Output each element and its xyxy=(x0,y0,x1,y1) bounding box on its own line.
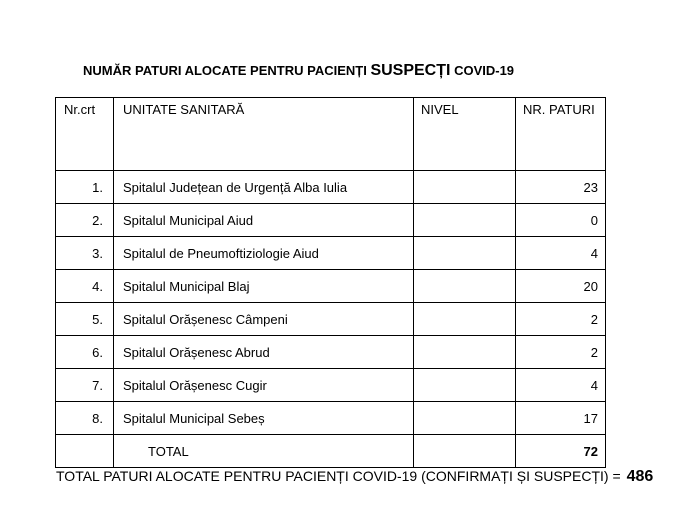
title-suffix: COVID-19 xyxy=(450,63,515,78)
title-emphasis: SUSPECȚI xyxy=(370,62,451,79)
total-label: TOTAL xyxy=(114,435,414,468)
cell-beds: 4 xyxy=(516,237,606,270)
cell-nr: 5. xyxy=(56,303,114,336)
cell-level xyxy=(414,237,516,270)
cell-level xyxy=(414,270,516,303)
cell-unit: Spitalul Municipal Blaj xyxy=(114,270,414,303)
cell-beds: 23 xyxy=(516,171,606,204)
cell-level xyxy=(414,369,516,402)
cell-unit: Spitalul Orășenesc Abrud xyxy=(114,336,414,369)
table-row xyxy=(56,237,606,270)
table-row xyxy=(56,303,606,336)
cell-unit: Spitalul Orășenesc Cugir xyxy=(114,369,414,402)
cell-nr: 1. xyxy=(56,171,114,204)
grand-total-value: 486 xyxy=(626,468,654,485)
table-row xyxy=(56,171,606,204)
grand-total-line xyxy=(56,468,653,486)
total-level-cell xyxy=(414,435,516,468)
table-row xyxy=(56,270,606,303)
cell-nr: 6. xyxy=(56,336,114,369)
title-prefix: NUMĂR PATURI ALOCATE PENTRU PACIENȚI xyxy=(83,63,371,78)
cell-unit: Spitalul Municipal Sebeș xyxy=(114,402,414,435)
cell-level xyxy=(414,402,516,435)
cell-beds: 17 xyxy=(516,402,606,435)
cell-level xyxy=(414,171,516,204)
document-title xyxy=(83,62,514,80)
cell-unit: Spitalul Municipal Aiud xyxy=(114,204,414,237)
cell-beds: 2 xyxy=(516,336,606,369)
header-unit: UNITATE SANITARĂ xyxy=(114,98,414,171)
total-row xyxy=(56,435,606,468)
cell-level xyxy=(414,303,516,336)
cell-beds: 2 xyxy=(516,303,606,336)
cell-unit: Spitalul Orășenesc Câmpeni xyxy=(114,303,414,336)
cell-unit: Spitalul Județean de Urgență Alba Iulia xyxy=(114,171,414,204)
header-level: NIVEL xyxy=(414,98,516,171)
table-row xyxy=(56,402,606,435)
header-beds: NR. PATURI xyxy=(516,98,606,171)
beds-table xyxy=(55,97,606,468)
grand-total-label: TOTAL PATURI ALOCATE PENTRU PACIENȚI COVID-19 (CONFIRMAȚI ȘI SUSPECȚI) = xyxy=(56,468,621,484)
cell-nr: 2. xyxy=(56,204,114,237)
cell-unit: Spitalul de Pneumoftiziologie Aiud xyxy=(114,237,414,270)
cell-nr: 7. xyxy=(56,369,114,402)
cell-nr: 3. xyxy=(56,237,114,270)
total-nr-cell xyxy=(56,435,114,468)
cell-beds: 4 xyxy=(516,369,606,402)
table-row xyxy=(56,369,606,402)
cell-beds: 20 xyxy=(516,270,606,303)
cell-level xyxy=(414,336,516,369)
cell-beds: 0 xyxy=(516,204,606,237)
table-header-row xyxy=(56,98,606,171)
cell-nr: 8. xyxy=(56,402,114,435)
total-beds-value: 72 xyxy=(516,435,606,468)
cell-level xyxy=(414,204,516,237)
table-row xyxy=(56,204,606,237)
cell-nr: 4. xyxy=(56,270,114,303)
table-row xyxy=(56,336,606,369)
header-nr: Nr.crt xyxy=(56,98,114,171)
